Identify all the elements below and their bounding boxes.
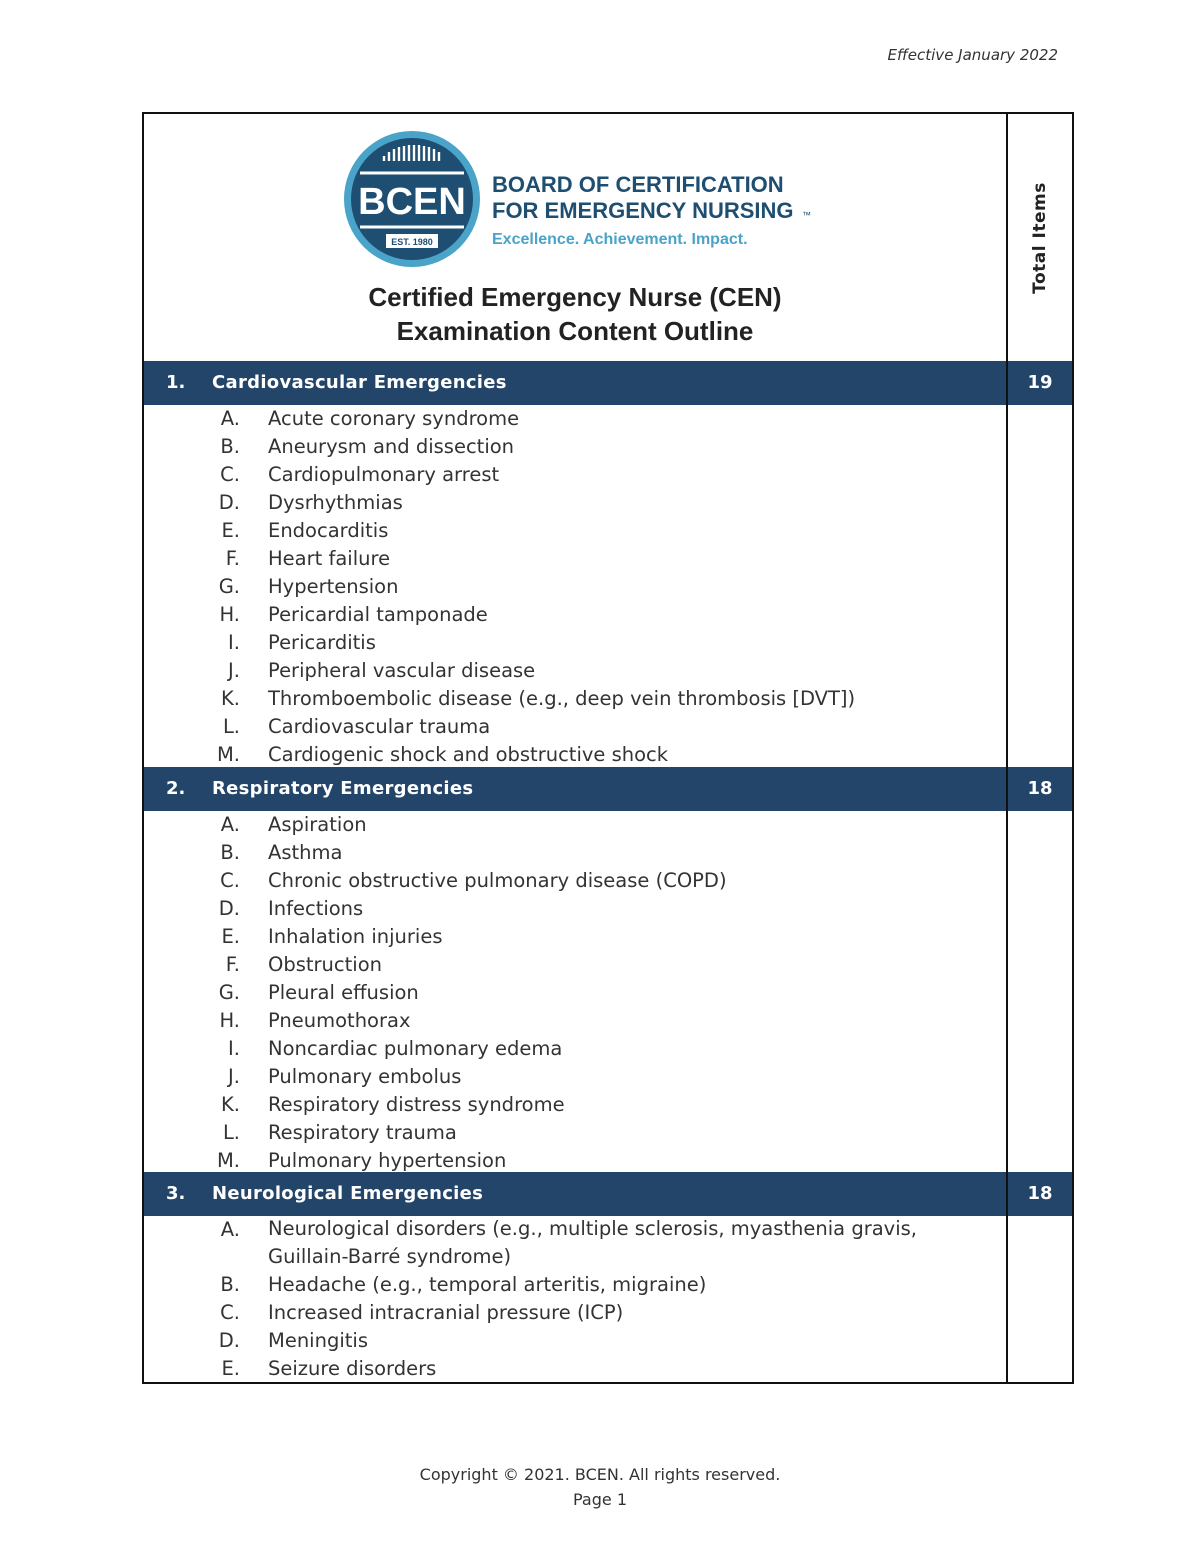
page-footer bbox=[0, 1462, 1200, 1512]
list-item bbox=[144, 1064, 1006, 1092]
logo-trademark: ™ bbox=[802, 210, 811, 220]
total-items-label: Total Items bbox=[1030, 181, 1050, 294]
item-text: Cardiogenic shock and obstructive shock bbox=[268, 743, 669, 766]
item-text: Acute coronary syndrome bbox=[268, 407, 520, 430]
item-letter: E. bbox=[221, 1357, 240, 1380]
item-text: Cardiovascular trauma bbox=[268, 715, 491, 738]
title-line-2: Examination Content Outline bbox=[396, 316, 754, 346]
list-item bbox=[144, 630, 1006, 658]
item-letter: I. bbox=[228, 1037, 240, 1060]
item-letter: D. bbox=[218, 897, 240, 920]
list-item bbox=[144, 742, 1006, 770]
item-text: Aneurysm and dissection bbox=[268, 435, 515, 458]
item-text: Respiratory trauma bbox=[268, 1121, 457, 1144]
list-item bbox=[144, 1120, 1006, 1148]
item-letter: K. bbox=[221, 1093, 240, 1116]
item-letter: H. bbox=[219, 1009, 240, 1032]
list-item bbox=[144, 1217, 1006, 1272]
item-letter: D. bbox=[218, 1329, 240, 1352]
list-item bbox=[144, 1356, 1006, 1384]
item-letter: J. bbox=[228, 1065, 240, 1088]
item-text: Headache (e.g., temporal arteritis, migraine) bbox=[268, 1273, 707, 1296]
item-letter: B. bbox=[220, 1273, 240, 1296]
item-text: Peripheral vascular disease bbox=[268, 659, 536, 682]
item-text: Pneumothorax bbox=[268, 1009, 411, 1032]
item-letter: M. bbox=[216, 1149, 240, 1172]
item-text: Dysrhythmias bbox=[268, 491, 403, 514]
list-item bbox=[144, 980, 1006, 1008]
list-item bbox=[144, 406, 1006, 434]
section-number: 2. bbox=[166, 778, 186, 799]
list-item bbox=[144, 518, 1006, 546]
list-item bbox=[144, 574, 1006, 602]
item-letter: A. bbox=[220, 1218, 240, 1241]
page-number: Page 1 bbox=[573, 1490, 627, 1509]
item-letter: A. bbox=[220, 813, 240, 836]
list-item bbox=[144, 658, 1006, 686]
item-text: Pericardial tamponade bbox=[268, 603, 488, 626]
item-text: Chronic obstructive pulmonary disease (COPD) bbox=[268, 869, 727, 892]
section-bar-respiratory bbox=[144, 767, 1072, 811]
item-text-line-2: Guillain-Barré syndrome) bbox=[268, 1245, 512, 1268]
item-letter: F. bbox=[225, 953, 240, 976]
item-text: Pulmonary hypertension bbox=[268, 1149, 507, 1172]
item-letter: M. bbox=[216, 743, 240, 766]
logo-line1: BOARD OF CERTIFICATION bbox=[492, 172, 784, 197]
section-item-count: 19 bbox=[1027, 372, 1053, 393]
item-letter: A. bbox=[220, 407, 240, 430]
item-text: Inhalation injuries bbox=[268, 925, 443, 948]
list-item bbox=[144, 714, 1006, 742]
list-item bbox=[144, 1300, 1006, 1328]
item-text: Asthma bbox=[268, 841, 343, 864]
list-item bbox=[144, 462, 1006, 490]
item-text: Hypertension bbox=[268, 575, 399, 598]
section-item-count: 18 bbox=[1027, 1183, 1053, 1204]
section-items-respiratory bbox=[144, 812, 1006, 1176]
item-letter: B. bbox=[220, 841, 240, 864]
effective-date: Effective January 2022 bbox=[887, 46, 1058, 64]
item-letter: D. bbox=[218, 491, 240, 514]
item-text: Increased intracranial pressure (ICP) bbox=[268, 1301, 624, 1324]
item-text: Meningitis bbox=[268, 1329, 368, 1352]
item-text: Pleural effusion bbox=[268, 981, 419, 1004]
list-item bbox=[144, 546, 1006, 574]
item-text-line-1: Neurological disorders (e.g., multiple sclerosis, myasthenia gravis, bbox=[268, 1217, 917, 1240]
section-number: 3. bbox=[166, 1183, 186, 1204]
title-line-1: Certified Emergency Nurse (CEN) bbox=[368, 282, 782, 312]
copyright-text: Copyright © 2021. BCEN. All rights reserved. bbox=[419, 1465, 781, 1484]
item-text: Endocarditis bbox=[268, 519, 389, 542]
logo-line2: FOR EMERGENCY NURSING bbox=[492, 198, 794, 223]
item-letter: K. bbox=[221, 687, 240, 710]
list-item bbox=[144, 686, 1006, 714]
list-item bbox=[144, 434, 1006, 462]
page-title bbox=[144, 280, 1006, 348]
item-text: Pulmonary embolus bbox=[268, 1065, 462, 1088]
section-bar-neurological bbox=[144, 1172, 1072, 1216]
list-item bbox=[144, 1092, 1006, 1120]
section-name: Neurological Emergencies bbox=[212, 1183, 484, 1204]
section-item-count: 18 bbox=[1027, 778, 1053, 799]
item-text: Obstruction bbox=[268, 953, 382, 976]
item-letter: L. bbox=[222, 715, 240, 738]
item-text: Infections bbox=[268, 897, 364, 920]
total-items-header bbox=[1008, 114, 1072, 361]
item-letter: L. bbox=[222, 1121, 240, 1144]
section-items-cardiovascular bbox=[144, 406, 1006, 770]
item-text: Respiratory distress syndrome bbox=[268, 1093, 565, 1116]
section-items-neurological bbox=[144, 1217, 1006, 1384]
logo-established: EST. 1980 bbox=[391, 237, 433, 247]
item-text: Noncardiac pulmonary edema bbox=[268, 1037, 563, 1060]
item-letter: C. bbox=[220, 869, 240, 892]
list-item bbox=[144, 868, 1006, 896]
item-letter: E. bbox=[221, 925, 240, 948]
item-text: Thromboembolic disease (e.g., deep vein thrombosis [DVT]) bbox=[268, 687, 856, 710]
list-item bbox=[144, 1328, 1006, 1356]
item-letter: E. bbox=[221, 519, 240, 542]
bcen-logo bbox=[344, 128, 814, 270]
list-item bbox=[144, 1272, 1006, 1300]
section-bar-cardiovascular bbox=[144, 361, 1072, 405]
list-item bbox=[144, 924, 1006, 952]
item-letter: J. bbox=[228, 659, 240, 682]
item-text: Pericarditis bbox=[268, 631, 376, 654]
content-outline-table bbox=[142, 112, 1074, 1384]
item-letter: I. bbox=[228, 631, 240, 654]
item-letter: B. bbox=[220, 435, 240, 458]
logo-badge-text: BCEN bbox=[358, 181, 466, 223]
section-name: Respiratory Emergencies bbox=[212, 778, 474, 799]
item-letter: H. bbox=[219, 603, 240, 626]
list-item bbox=[144, 602, 1006, 630]
logo-tagline: Excellence. Achievement. Impact. bbox=[492, 231, 748, 248]
list-item bbox=[144, 490, 1006, 518]
item-letter: C. bbox=[220, 463, 240, 486]
section-name: Cardiovascular Emergencies bbox=[212, 372, 507, 393]
item-text: Heart failure bbox=[268, 547, 391, 570]
item-text bbox=[268, 1215, 917, 1271]
list-item bbox=[144, 840, 1006, 868]
item-text: Aspiration bbox=[268, 813, 367, 836]
list-item bbox=[144, 896, 1006, 924]
outline-header bbox=[144, 114, 1072, 363]
list-item bbox=[144, 812, 1006, 840]
item-letter: G. bbox=[218, 575, 240, 598]
item-letter: G. bbox=[218, 981, 240, 1004]
item-text: Seizure disorders bbox=[268, 1357, 437, 1380]
item-letter: C. bbox=[220, 1301, 240, 1324]
list-item bbox=[144, 1036, 1006, 1064]
list-item bbox=[144, 952, 1006, 980]
item-letter: F. bbox=[225, 547, 240, 570]
list-item bbox=[144, 1008, 1006, 1036]
section-number: 1. bbox=[166, 372, 186, 393]
item-text: Cardiopulmonary arrest bbox=[268, 463, 500, 486]
